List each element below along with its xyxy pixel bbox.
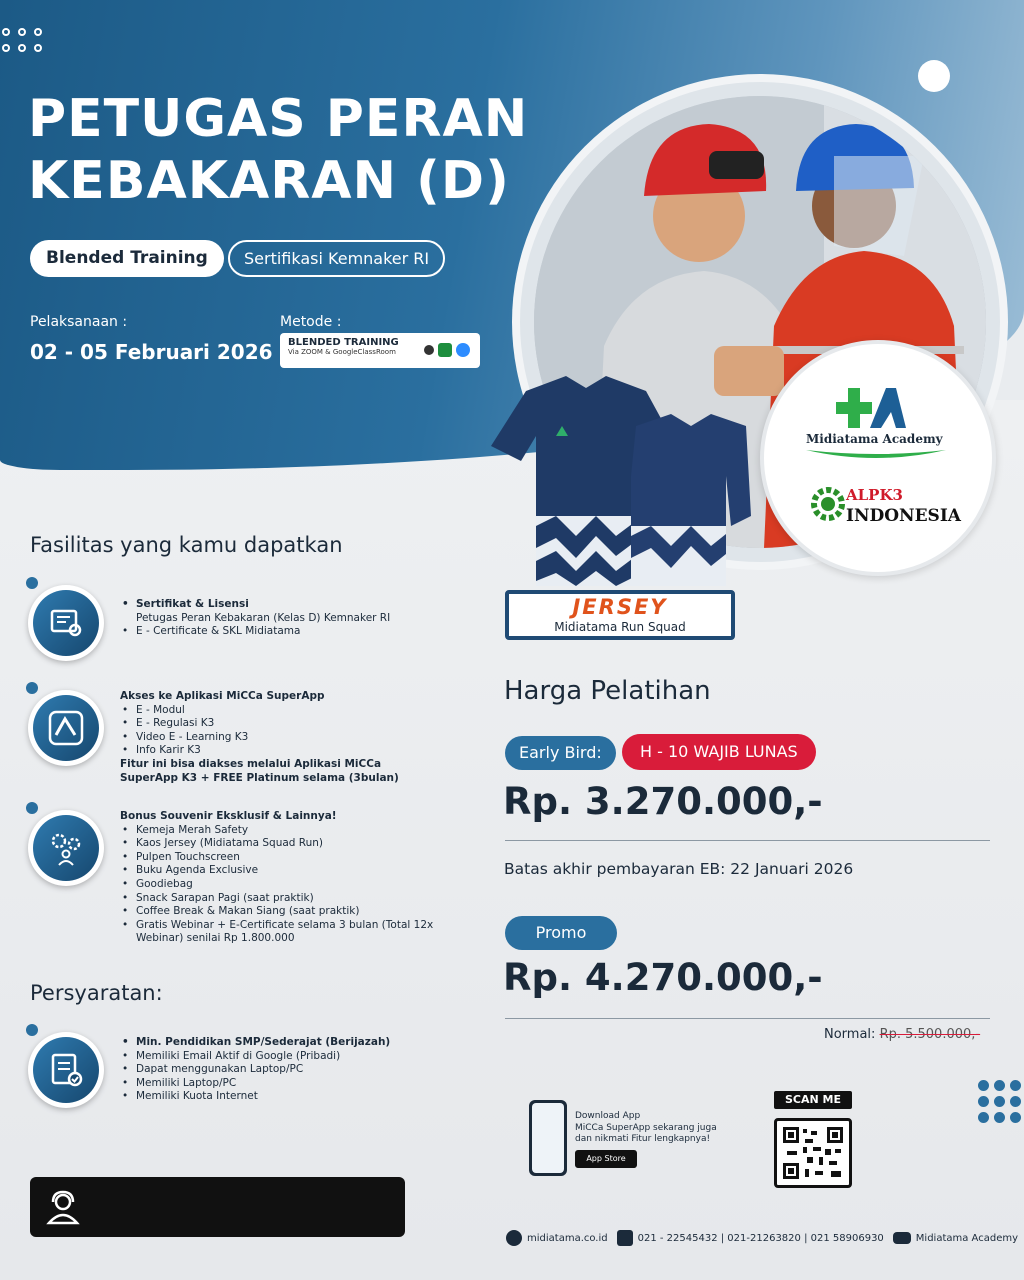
certificate-icon bbox=[48, 605, 84, 641]
normal-price bbox=[824, 1027, 980, 1042]
decor-dots-right bbox=[978, 1080, 1021, 1123]
jersey-subtitle: Midiatama Run Squad bbox=[554, 620, 686, 634]
schedule-date: 02 - 05 Februari 2026 bbox=[30, 340, 273, 364]
promo-price: Rp. 4.270.000,- bbox=[503, 956, 823, 999]
jersey-title: JERSEY bbox=[572, 595, 668, 619]
list-item: • Info Karir K3 bbox=[120, 744, 399, 758]
requirements-heading: Persyaratan: bbox=[30, 981, 163, 1005]
decor-bubble bbox=[918, 60, 950, 92]
facility-group-title: • Sertifikat & Lisensi bbox=[120, 598, 390, 612]
facility-group-title: Bonus Souvenir Eksklusif & Lainnya! bbox=[120, 810, 337, 822]
facility-note: SuperApp K3 + FREE Platinum selama (3bulan) bbox=[120, 771, 399, 784]
alpk3-indonesia: INDONESIA bbox=[846, 506, 961, 526]
list-item: • Memiliki Kuota Internet bbox=[120, 1090, 390, 1104]
phone-mockup bbox=[529, 1100, 567, 1176]
list-item: • Dapat menggunakan Laptop/PC bbox=[120, 1063, 390, 1077]
download-app-text bbox=[575, 1111, 717, 1146]
globe-icon bbox=[506, 1230, 522, 1246]
customer-service-icon bbox=[44, 1189, 82, 1225]
promo-badge: Promo bbox=[505, 916, 617, 950]
app-icon-wrap bbox=[28, 690, 104, 766]
footer-youtube[interactable]: Midiatama Academy bbox=[915, 1232, 1019, 1244]
list-item: • Gratis Webinar + E-Certificate selama 3 bulan (Total 12x bbox=[120, 919, 433, 933]
footer-phones: 021 - 22545432 | 021-21263820 | 021 58906930 bbox=[637, 1232, 884, 1244]
facility-list-2 bbox=[120, 690, 399, 785]
footer-website[interactable]: midiatama.co.id bbox=[527, 1232, 608, 1244]
facility-list-3 bbox=[120, 810, 433, 946]
youtube-icon bbox=[893, 1232, 911, 1244]
midiatama-academy-logo: Midiatama Academy bbox=[806, 432, 943, 446]
qr-code[interactable] bbox=[774, 1118, 852, 1188]
divider bbox=[505, 1018, 990, 1019]
list-item: • Buku Agenda Exclusive bbox=[120, 864, 433, 878]
classroom-icon bbox=[438, 343, 452, 357]
logo-swoosh bbox=[806, 448, 946, 462]
list-item: • Memiliki Email Aktif di Google (Pribadi) bbox=[120, 1050, 390, 1064]
list-item: • Min. Pendidikan SMP/Sederajat (Berijazah) bbox=[120, 1036, 390, 1050]
list-item: • Coffee Break & Makan Siang (saat praktik) bbox=[120, 905, 433, 919]
jersey-illustration bbox=[486, 376, 756, 591]
list-item: • Memiliki Laptop/PC bbox=[120, 1077, 390, 1091]
schedule-label: Pelaksanaan : bbox=[30, 314, 128, 330]
facilities-heading: Fasilitas yang kamu dapatkan bbox=[30, 533, 343, 557]
normal-price-label: Normal: bbox=[824, 1027, 876, 1042]
download-line: dan nikmati Fitur lengkapnya! bbox=[575, 1134, 711, 1144]
phone-icon bbox=[617, 1230, 633, 1246]
decor-dots-top bbox=[2, 28, 42, 52]
scan-me-label: SCAN ME bbox=[774, 1091, 852, 1109]
title-line-2: KEBAKARAN (D) bbox=[28, 151, 510, 211]
pricing-heading: Harga Pelatihan bbox=[504, 676, 711, 706]
download-line: Download App bbox=[575, 1111, 641, 1121]
gears-user-icon bbox=[47, 829, 85, 867]
facility-list-1 bbox=[120, 598, 390, 639]
list-item: • E - Certificate & SKL Midiatama bbox=[120, 625, 390, 639]
deadline-badge: H - 10 WAJIB LUNAS bbox=[622, 734, 816, 770]
method-icons bbox=[424, 343, 470, 357]
method-box bbox=[280, 333, 480, 368]
title-line-1: PETUGAS PERAN bbox=[28, 89, 529, 149]
list-item: • Snack Sarapan Pagi (saat praktik) bbox=[120, 892, 433, 906]
method-label: Metode : bbox=[280, 314, 342, 330]
facility-group-title: Akses ke Aplikasi MiCCa SuperApp bbox=[120, 690, 325, 702]
badge-certification: Sertifikasi Kemnaker RI bbox=[228, 240, 445, 277]
list-item: • Kemeja Merah Safety bbox=[120, 824, 433, 838]
qr-code-pattern bbox=[783, 1127, 843, 1179]
bonus-icon-wrap bbox=[28, 810, 104, 886]
early-bird-badge: Early Bird: bbox=[505, 736, 616, 770]
app-store-button[interactable]: App Store bbox=[575, 1150, 637, 1168]
alpk3-logo: ALPK3 bbox=[846, 486, 903, 504]
list-item: • Video E - Learning K3 bbox=[120, 731, 399, 745]
list-item: • Goodiebag bbox=[120, 878, 433, 892]
divider bbox=[505, 840, 990, 841]
requirements-list bbox=[120, 1036, 390, 1104]
checklist-icon bbox=[48, 1051, 84, 1089]
list-item: Petugas Peran Kebakaran (Kelas D) Kemnaker RI bbox=[136, 611, 391, 624]
early-bird-price: Rp. 3.270.000,- bbox=[503, 780, 823, 823]
footer bbox=[506, 1230, 1018, 1246]
badge-blended-training: Blended Training bbox=[30, 240, 224, 277]
eb-deadline-text: Batas akhir pembayaran EB: 22 Januari 2026 bbox=[504, 860, 854, 878]
midiatama-logo-icon bbox=[836, 386, 906, 432]
list-item: • E - Modul bbox=[120, 704, 399, 718]
webcam-icon bbox=[424, 345, 434, 355]
zoom-icon bbox=[456, 343, 470, 357]
alpk3-gear-icon bbox=[810, 482, 846, 526]
normal-price-value: Rp. 5.500.000,- bbox=[879, 1027, 981, 1042]
jersey-tag bbox=[505, 590, 735, 640]
checklist-icon-wrap bbox=[28, 1032, 104, 1108]
method-subtitle: Via ZOOM & GoogleClassRoom bbox=[288, 348, 396, 356]
list-item: Webinar) senilai Rp 1.800.000 bbox=[136, 932, 295, 945]
download-line: MiCCa SuperApp sekarang juga bbox=[575, 1122, 717, 1133]
list-item: • Pulpen Touchscreen bbox=[120, 851, 433, 865]
list-item: • E - Regulasi K3 bbox=[120, 717, 399, 731]
method-title: BLENDED TRAINING bbox=[288, 337, 399, 348]
list-item: • Kaos Jersey (Midiatama Squad Run) bbox=[120, 837, 433, 851]
facility-note: Fitur ini bisa diakses melalui Aplikasi MiCCa bbox=[120, 757, 382, 770]
certificate-icon-wrap bbox=[28, 585, 104, 661]
course-title bbox=[28, 88, 528, 212]
contact-bar bbox=[30, 1177, 405, 1237]
micca-app-icon bbox=[47, 709, 85, 747]
